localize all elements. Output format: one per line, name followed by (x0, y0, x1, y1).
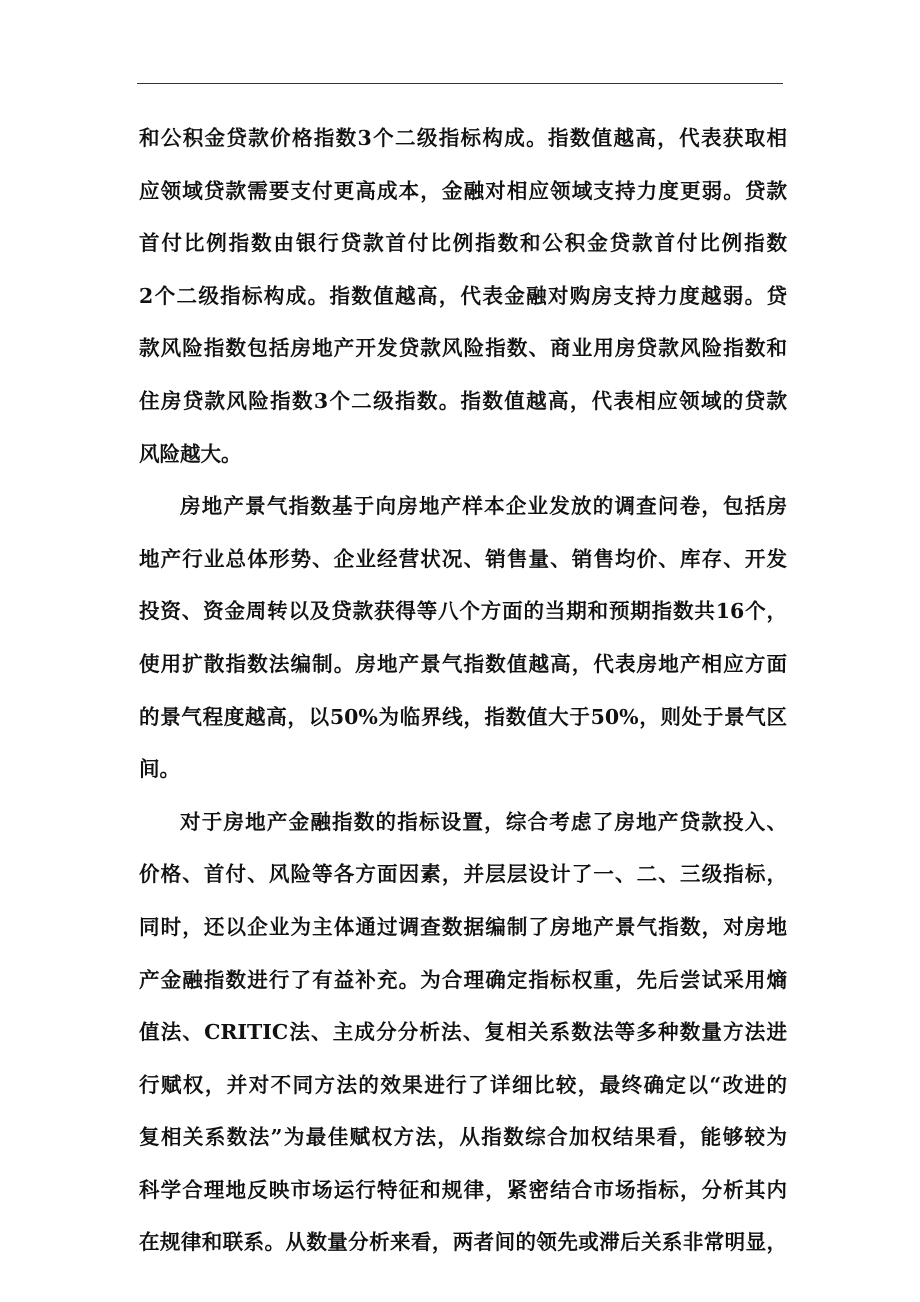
text-line: 首付比例指数由银行贷款首付比例指数和公积金贷款首付比例指数 (139, 231, 787, 256)
text-line: 复相关系数法”为最佳赋权方法，从指数综合加权结果看，能够较为 (139, 1125, 787, 1150)
text-line: 行赋权，并对不同方法的效果进行了详细比较，最终确定以“改进的 (139, 1072, 787, 1097)
text-line: 在规律和联系。从数量分析来看，两者间的领先或滞后关系非常明显， (139, 1230, 787, 1255)
text-line: 和公积金贷款价格指数3个二级指标构成。指数值越高，代表获取相 (139, 126, 787, 150)
text-line: 值法、CRITIC法、主成分分析法、复相关系数法等多种数量方法进 (139, 1020, 787, 1045)
text-line: 应领域贷款需要支付更高成本，金融对相应领域支持力度更弱。贷款 (139, 178, 787, 203)
text-line: 价格、首付、风险等各方面因素，并层层设计了一、二、三级指标， (139, 862, 787, 887)
text-line: 对于房地产金融指数的指标设置，综合考虑了房地产贷款投入、 (180, 809, 787, 834)
text-line: 款风险指数包括房地产开发贷款风险指数、商业用房贷款风险指数和 (139, 336, 787, 361)
text-line: 风险越大。 (139, 441, 242, 466)
text-line: 科学合理地反映市场运行特征和规律，紧密结合市场指标，分析其内 (139, 1177, 787, 1202)
text-line: 投资、资金周转以及贷款获得等八个方面的当期和预期指数共16个， (139, 599, 787, 624)
text-line: 同时，还以企业为主体通过调查数据编制了房地产景气指数，对房地 (139, 914, 787, 939)
text-line: 住房贷款风险指数3个二级指数。指数值越高，代表相应领域的贷款 (139, 388, 787, 413)
text-line: 房地产景气指数基于向房地产样本企业发放的调查问卷，包括房 (180, 494, 787, 519)
text-line: 的景气程度越高，以50%为临界线，指数值大于50%，则处于景气区 (139, 704, 787, 729)
body-text (139, 112, 787, 1269)
header-rule (137, 83, 783, 84)
text-line: 地产行业总体形势、企业经营状况、销售量、销售均价、库存、开发 (139, 546, 787, 571)
text-line: 2个二级指标构成。指数值越高，代表金融对购房支持力度越弱。贷 (139, 283, 787, 308)
text-line: 间。 (139, 757, 180, 782)
text-line: 使用扩散指数法编制。房地产景气指数值越高，代表房地产相应方面 (139, 651, 787, 676)
text-line: 产金融指数进行了有益补充。为合理确定指标权重，先后尝试采用熵 (139, 967, 787, 992)
